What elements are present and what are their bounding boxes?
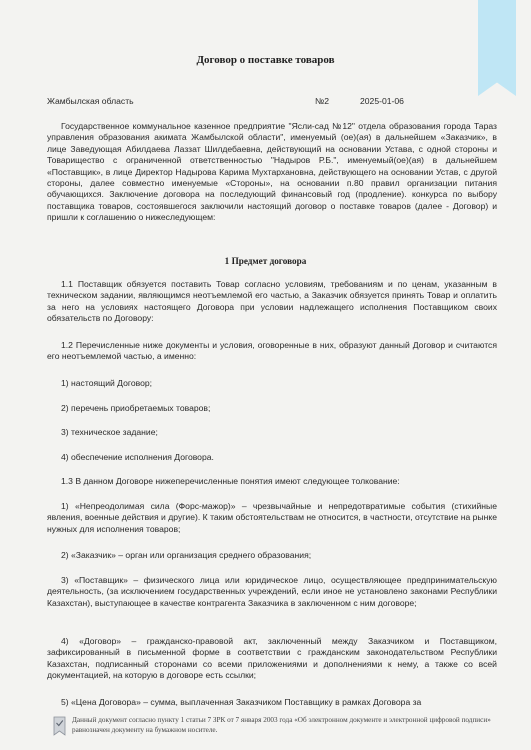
document-region: Жамбылская область <box>47 96 134 106</box>
list-item: 2) перечень приобретаемых товаров; <box>61 403 211 413</box>
list-item: 4) обеспечение исполнения Договора. <box>61 452 214 462</box>
paragraph-1-3: 1.3 В данном Договоре нижеперечисленные понятия имеют следующее толкование: <box>61 476 400 486</box>
document-number: №2 <box>315 96 329 106</box>
section-1-title: 1 Предмет договора <box>224 256 307 266</box>
bookmark-tab <box>478 0 516 96</box>
definition-item: 5) «Цена Договора» – сумма, выплаченная Заказчиком Поставщику в рамках Договора за <box>61 697 422 707</box>
footer-notice-text: Данный документ согласно пункту 1 статьи 7 ЗРК от 7 января 2003 года «Об электронном документе и электронной цифровой подписи» равнозначен документу на бумажном носителе. <box>72 716 491 734</box>
signature-seal-icon <box>52 715 67 737</box>
list-item: 1) настоящий Договор; <box>61 378 153 388</box>
definition-item: 1) «Непреодолимая сила (Форс-мажор)» – чрезвычайные и непредотвратимые события (стихийные явления, военные действия и другие). К таким обстоятельствам не относится, в частности, отсутствие на рынке нужных для исполнения товаров; <box>47 501 497 534</box>
definition-item: 4) «Договор» – гражданско-правовой акт, заключенный между Заказчиком и Поставщиком, зафиксированный в письменной форме в соответствии с гражданским законодательством Республики Казахстан, подписанный сторонами со всеми приложениями и дополнениями к нему, а также со всей документацией, на которую в договоре есть ссылки; <box>47 636 497 681</box>
document-date: 2025-01-06 <box>360 96 404 106</box>
definition-item: 2) «Заказчик» – орган или организация среднего образования; <box>61 550 312 560</box>
paragraph-1-1: 1.1 Поставщик обязуется поставить Товар согласно условиям, требованиям и по ценам, указанным в техническом задании, являющимся неотъемлемой его частью, а Заказчик обязуется принять Товар и оплатить за него на условиях настоящего Договора при условии надлежащего исполнения Поставщиком своих обязательств по Договору: <box>47 279 497 324</box>
document-title: Договор о поставке товаров <box>196 54 335 66</box>
paragraph-1-2: 1.2 Перечисленные ниже документы и условия, оговоренные в них, образуют данный Договор и считаются его неотъемлемой частью, а именно: <box>47 340 497 362</box>
preamble-paragraph: Государственное коммунальное казенное предприятие "Ясли-сад №12" отдела образования города Тараз управления образования акимата Жамбылской области", именуемый (ое)(ая) в дальнейшем «Заказчик», в лице Заведующая Абилдаева Лаззат Шилдебаевна, действующий на основании Устава, с одной стороны и Товарищество с ограниченной ответственностью "Надыров Р.Б.", именуемый(ое)(ая) в дальнейшем «Поставщик», в лице Директор Надырова Карима Мухтархановна, действующего на основании Устав, с другой стороны, далее совместно именуемые «Стороны», на основании п.80 правил организации питания обучающихся. Заключение договора на последующий финансовый год (продление). конкурса по выбору поставщика товаров, состоявшегося заключили настоящий договор о поставке товаров (далее - Договор) и пришли к соглашению о нижеследующем: <box>47 121 497 223</box>
list-item: 3) техническое задание; <box>61 427 158 437</box>
footer-notice <box>52 713 522 747</box>
definition-item: 3) «Поставщик» – физического лица или юридическое лицо, осуществляющее предпринимательскую деятельность, (за исключением государственных учреждений, если иное не установлено законами Республики Казахстан), выступающее в качестве контрагента Заказчика в заключенном с ним договоре; <box>47 575 497 608</box>
